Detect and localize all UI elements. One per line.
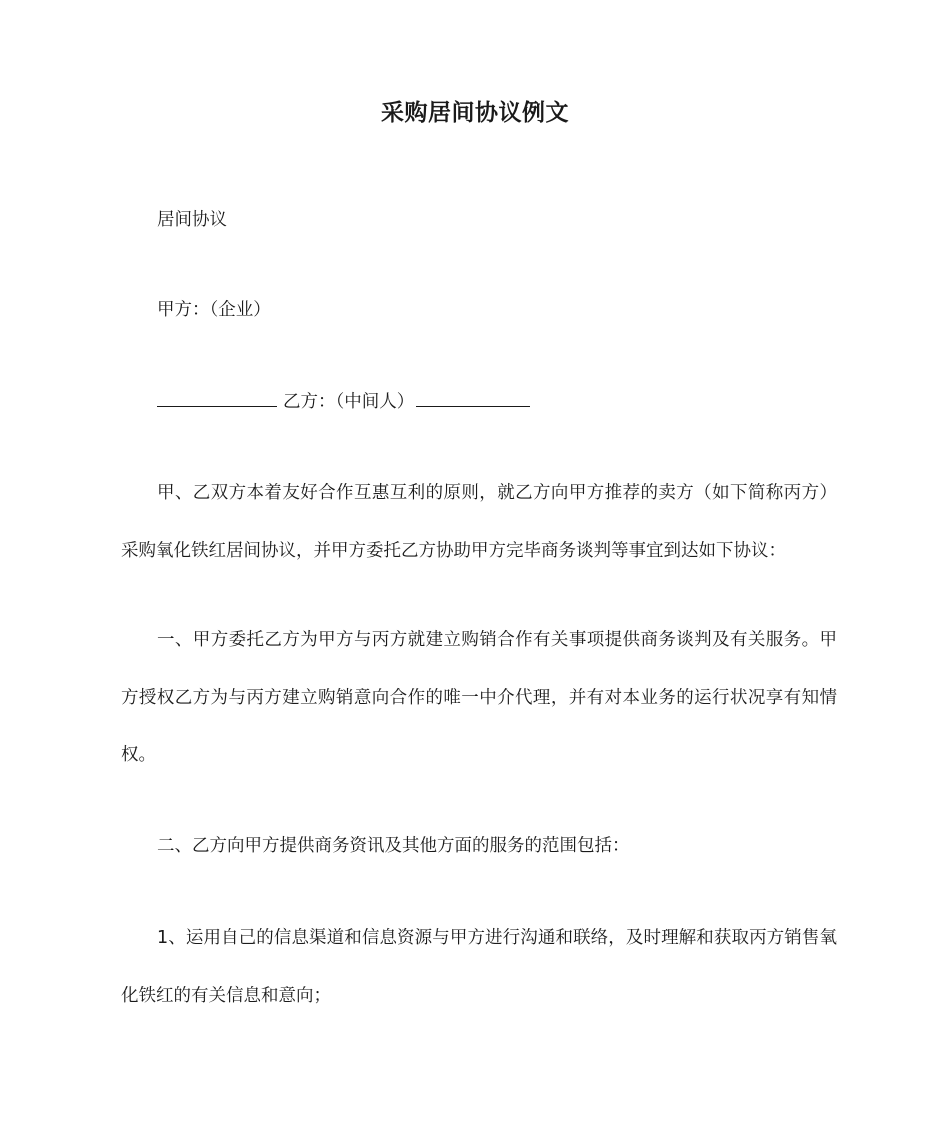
paragraph-item-1: 1、运用自己的信息渠道和信息资源与甲方进行沟通和联络，及时理解和获取丙方销售氧化铁红的有关信息和意向；: [121, 928, 837, 1006]
paragraph-clause-1: 一、甲方委托乙方为甲方与丙方就建立购销合作有关事项提供商务谈判及有关服务。甲方授权乙方为与丙方建立购销意向合作的唯一中介代理，并有对本业务的运行状况享有知情权。: [121, 630, 837, 765]
agreement-heading: 居间协议: [157, 210, 227, 230]
party-b-label: 乙方：（中间人）: [283, 392, 415, 412]
party-a-blank-line: [157, 386, 277, 407]
party-a-line: 甲方：（企业）: [157, 300, 271, 320]
paragraph-clause-2: 二、乙方向甲方提供商务资讯及其他方面的服务的范围包括：: [157, 836, 630, 856]
party-b-line: [121, 386, 873, 417]
document-title: 采购居间协议例文: [381, 100, 569, 126]
paragraph-intro: 甲、乙双方本着友好合作互惠互利的原则，就乙方向甲方推荐的卖方（如下简称丙方）采购氧化铁红居间协议，并甲方委托乙方协助甲方完毕商务谈判等事宜到达如下协议：: [121, 483, 837, 561]
party-b-blank-line: [416, 386, 530, 407]
